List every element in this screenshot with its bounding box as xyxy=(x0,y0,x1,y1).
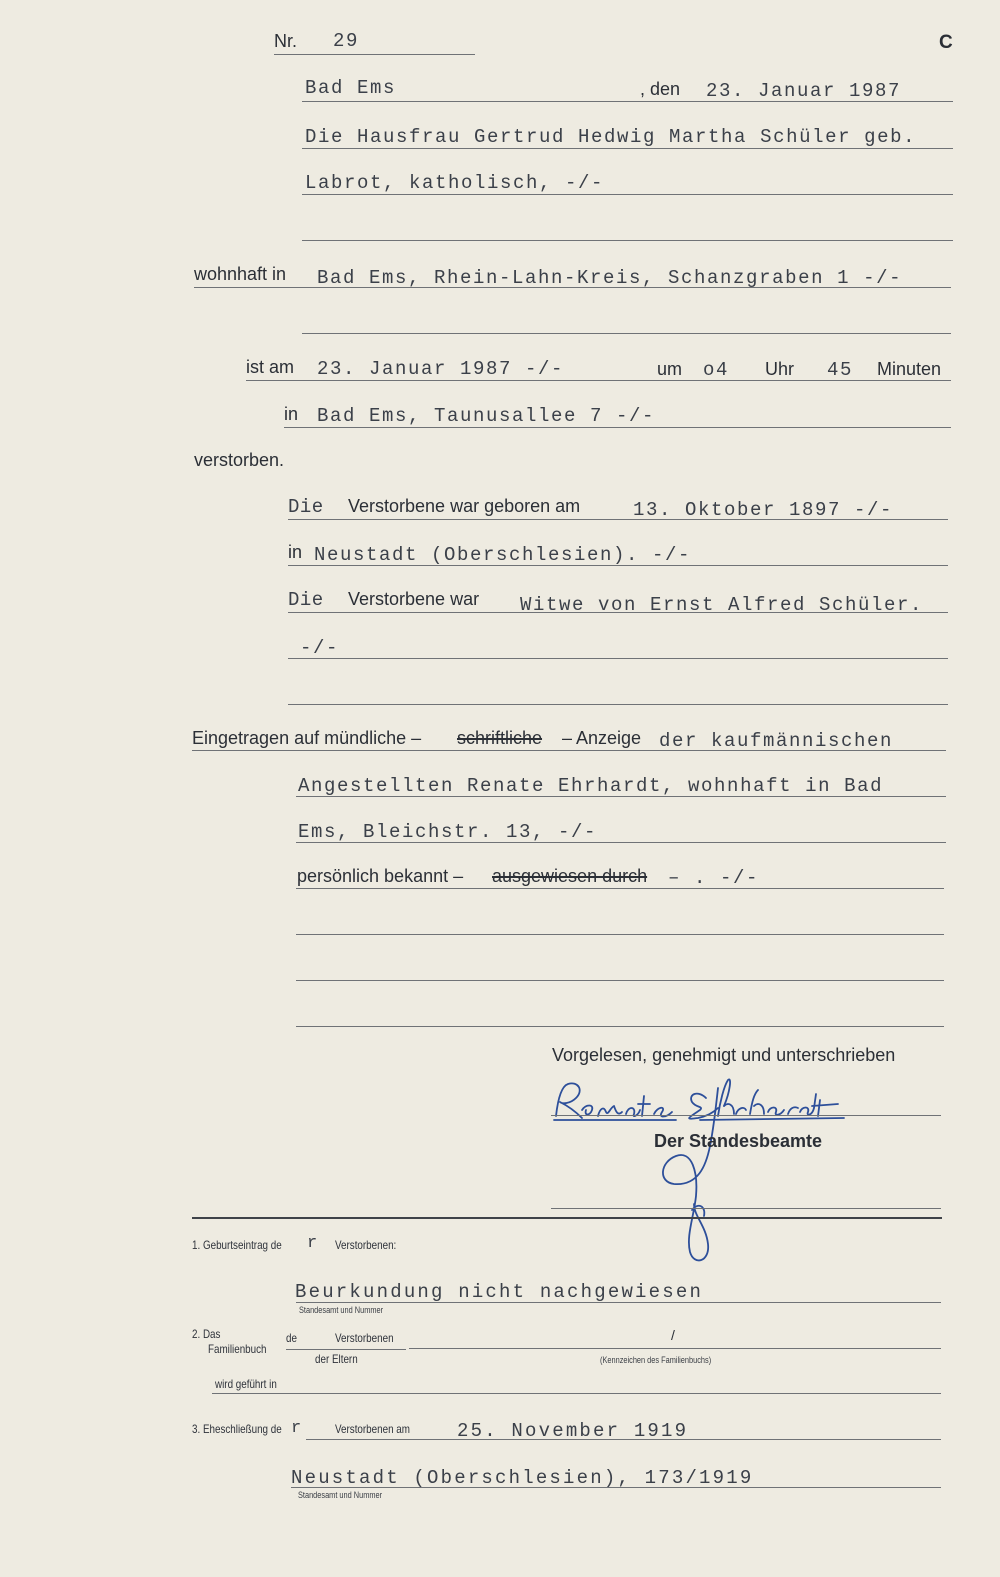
report-label-struck: schriftliche xyxy=(457,728,543,748)
minutes-value: 45 xyxy=(827,359,854,381)
blank-rule-3 xyxy=(296,1026,944,1027)
residence-value: Bad Ems, Rhein-Lahn-Kreis, Schanzgraben 1 -/- xyxy=(317,267,903,289)
marital-continuation: -/- xyxy=(300,637,340,659)
footer-item-3-label: 3. Eheschließung de xyxy=(192,1422,282,1436)
report-value-line-3: Ems, Bleichstr. 13, -/- xyxy=(298,821,598,843)
report-label-start: Eingetragen auf mündliche – xyxy=(192,728,422,748)
marital-label: Verstorbene war xyxy=(348,589,480,609)
death-place-value: Bad Ems, Taunusallee 7 -/- xyxy=(317,405,656,427)
blank-rule-2 xyxy=(296,980,944,981)
birth-label: Verstorbene war geboren am xyxy=(348,496,581,516)
footer-item-2-split-rule xyxy=(286,1349,406,1350)
footer-item-1-rule xyxy=(296,1302,941,1303)
birth-place-rule xyxy=(288,565,948,566)
death-place-rule xyxy=(284,427,951,428)
birth-die-prefix: Die xyxy=(288,496,324,518)
death-date-value: 23. Januar 1987 -/- xyxy=(317,358,565,380)
footer-item-3-rule xyxy=(306,1439,941,1440)
place-rule xyxy=(302,101,953,102)
residence-rule-2 xyxy=(302,333,951,334)
person-line-2: Labrot, katholisch, -/- xyxy=(305,172,605,194)
birth-in-label: in xyxy=(288,542,303,562)
known-label: persönlich bekannt – xyxy=(297,866,464,886)
date-label: , den xyxy=(640,79,681,99)
section-separator xyxy=(192,1217,942,1219)
death-date-rule xyxy=(246,380,951,381)
footer-item-3-caption: Standesamt und Nummer xyxy=(298,1490,383,1500)
signature-rule xyxy=(551,1115,941,1116)
footer-item-1-letter: r xyxy=(307,1234,319,1253)
report-label-end: – Anzeige xyxy=(562,728,642,748)
footer-item-1-suffix: Verstorbenen: xyxy=(335,1238,397,1252)
footer-item-3-place-rule xyxy=(291,1487,941,1488)
marital-rule-3 xyxy=(288,704,948,705)
hour-value: o4 xyxy=(703,359,730,381)
death-place-label: in xyxy=(284,404,299,424)
footer-item-2-de: de xyxy=(286,1331,297,1345)
footer-item-2-eltern: der Eltern xyxy=(315,1352,358,1366)
person-rule-3 xyxy=(302,240,953,241)
person-rule-1 xyxy=(302,148,953,149)
report-rule-2 xyxy=(296,796,946,797)
registrar-label: Der Standesbeamte xyxy=(654,1131,823,1151)
footer-item-2-slash: / xyxy=(671,1327,675,1343)
birth-date-rule xyxy=(288,519,948,520)
date-value: 23. Januar 1987 xyxy=(706,80,902,102)
footer-item-1-value: Beurkundung nicht nachgewiesen xyxy=(295,1281,704,1303)
um-label: um xyxy=(657,359,683,379)
verstorben-label: verstorben. xyxy=(194,450,285,470)
footer-item-2-caption: (Kennzeichen des Familienbuchs) xyxy=(600,1355,712,1365)
footer-item-3-date: 25. November 1919 xyxy=(457,1420,689,1442)
nr-label: Nr. xyxy=(274,31,298,51)
corner-letter: C xyxy=(939,32,953,53)
signature xyxy=(548,1076,848,1266)
marital-value: Witwe von Ernst Alfred Schüler. xyxy=(520,594,924,616)
footer-item-2-kept-label: wird geführt in xyxy=(215,1377,277,1391)
report-rule-1 xyxy=(192,750,946,751)
residence-label: wohnhaft in xyxy=(194,264,287,284)
marital-rule xyxy=(288,612,948,613)
place-value: Bad Ems xyxy=(305,77,397,99)
known-struck: ausgewiesen durch xyxy=(492,866,648,886)
read-approved-text: Vorgelesen, genehmigt und unterschrieben xyxy=(552,1045,896,1065)
birth-place-value: Neustadt (Oberschlesien). -/- xyxy=(314,544,692,566)
minuten-label: Minuten xyxy=(877,359,942,379)
report-value-line-2: Angestellten Renate Ehrhardt, wohnhaft in Bad xyxy=(298,775,884,797)
uhr-label: Uhr xyxy=(765,359,795,379)
report-value-line-1: der kaufmännischen xyxy=(659,730,894,752)
footer-item-1-label: 1. Geburtseintrag de xyxy=(192,1238,282,1252)
footer-item-3-place: Neustadt (Oberschlesien), 173/1919 xyxy=(291,1467,754,1489)
report-rule-3 xyxy=(296,842,946,843)
footer-item-3-suffix: Verstorbenen am xyxy=(335,1422,410,1436)
nr-value: 29 xyxy=(333,30,360,52)
known-rule xyxy=(296,888,944,889)
footer-item-2-rule xyxy=(409,1348,941,1349)
birth-date-value: 13. Oktober 1897 -/- xyxy=(633,499,894,521)
footer-item-2-label-line-2: Familienbuch xyxy=(208,1342,267,1356)
nr-rule xyxy=(274,54,475,55)
marital-die-prefix: Die xyxy=(288,589,324,611)
footer-item-2-verstorbenen: Verstorbenen xyxy=(335,1331,394,1345)
footer-item-3-letter: r xyxy=(291,1419,303,1438)
footer-item-1-caption: Standesamt und Nummer xyxy=(299,1305,384,1315)
footer-item-2-label-line-1: 2. Das xyxy=(192,1327,221,1341)
marital-rule-2 xyxy=(288,658,948,659)
residence-rule xyxy=(194,287,951,288)
footer-item-2-kept-rule xyxy=(212,1393,941,1394)
registrar-rule xyxy=(551,1208,941,1209)
known-value: – . -/- xyxy=(668,867,760,889)
blank-rule-1 xyxy=(296,934,944,935)
death-date-label: ist am xyxy=(246,357,295,377)
person-rule-2 xyxy=(302,194,953,195)
person-line-1: Die Hausfrau Gertrud Hedwig Martha Schüler geb. xyxy=(305,126,917,148)
